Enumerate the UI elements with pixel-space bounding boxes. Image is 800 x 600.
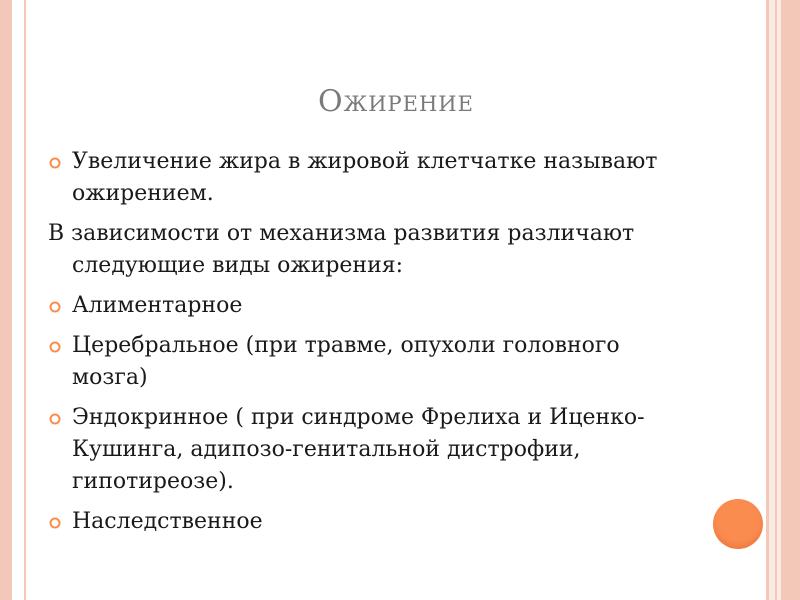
- orange-circle-decoration: [713, 499, 763, 549]
- ring-bullet-icon: [48, 412, 62, 426]
- list-item-text: Увеличение жира в жировой клетчатке называют ожирением.: [72, 149, 658, 206]
- list-item: [48, 218, 688, 282]
- ring-bullet-icon: [48, 156, 62, 170]
- list-item-text: Наследственное: [72, 509, 263, 534]
- list-item-text: В зависимости от механизма развития различают следующие виды ожирения:: [48, 221, 635, 278]
- frame-right-border: [781, 0, 800, 600]
- ring-bullet-icon: [48, 300, 62, 314]
- ring-bullet-icon: [48, 340, 62, 354]
- list-item-text: Церебральное (при травме, опухоли головного мозга): [72, 333, 620, 390]
- list-item-text: Алиментарное: [72, 293, 243, 318]
- frame-left-border: [0, 0, 12, 600]
- list-item: [48, 330, 688, 394]
- list-item: [48, 402, 688, 498]
- list-item: [48, 290, 688, 322]
- list-item: [48, 506, 688, 538]
- list-item: [48, 146, 688, 210]
- list-item-text: Эндокринное ( при синдроме Фрелиха и Иценко-Кушинга, адипозо-генитальной дистрофии, гипотиреозе).: [72, 405, 645, 494]
- slide-content: [48, 146, 688, 546]
- ring-bullet-icon: [48, 516, 62, 530]
- slide-title: Ожирение: [318, 84, 474, 119]
